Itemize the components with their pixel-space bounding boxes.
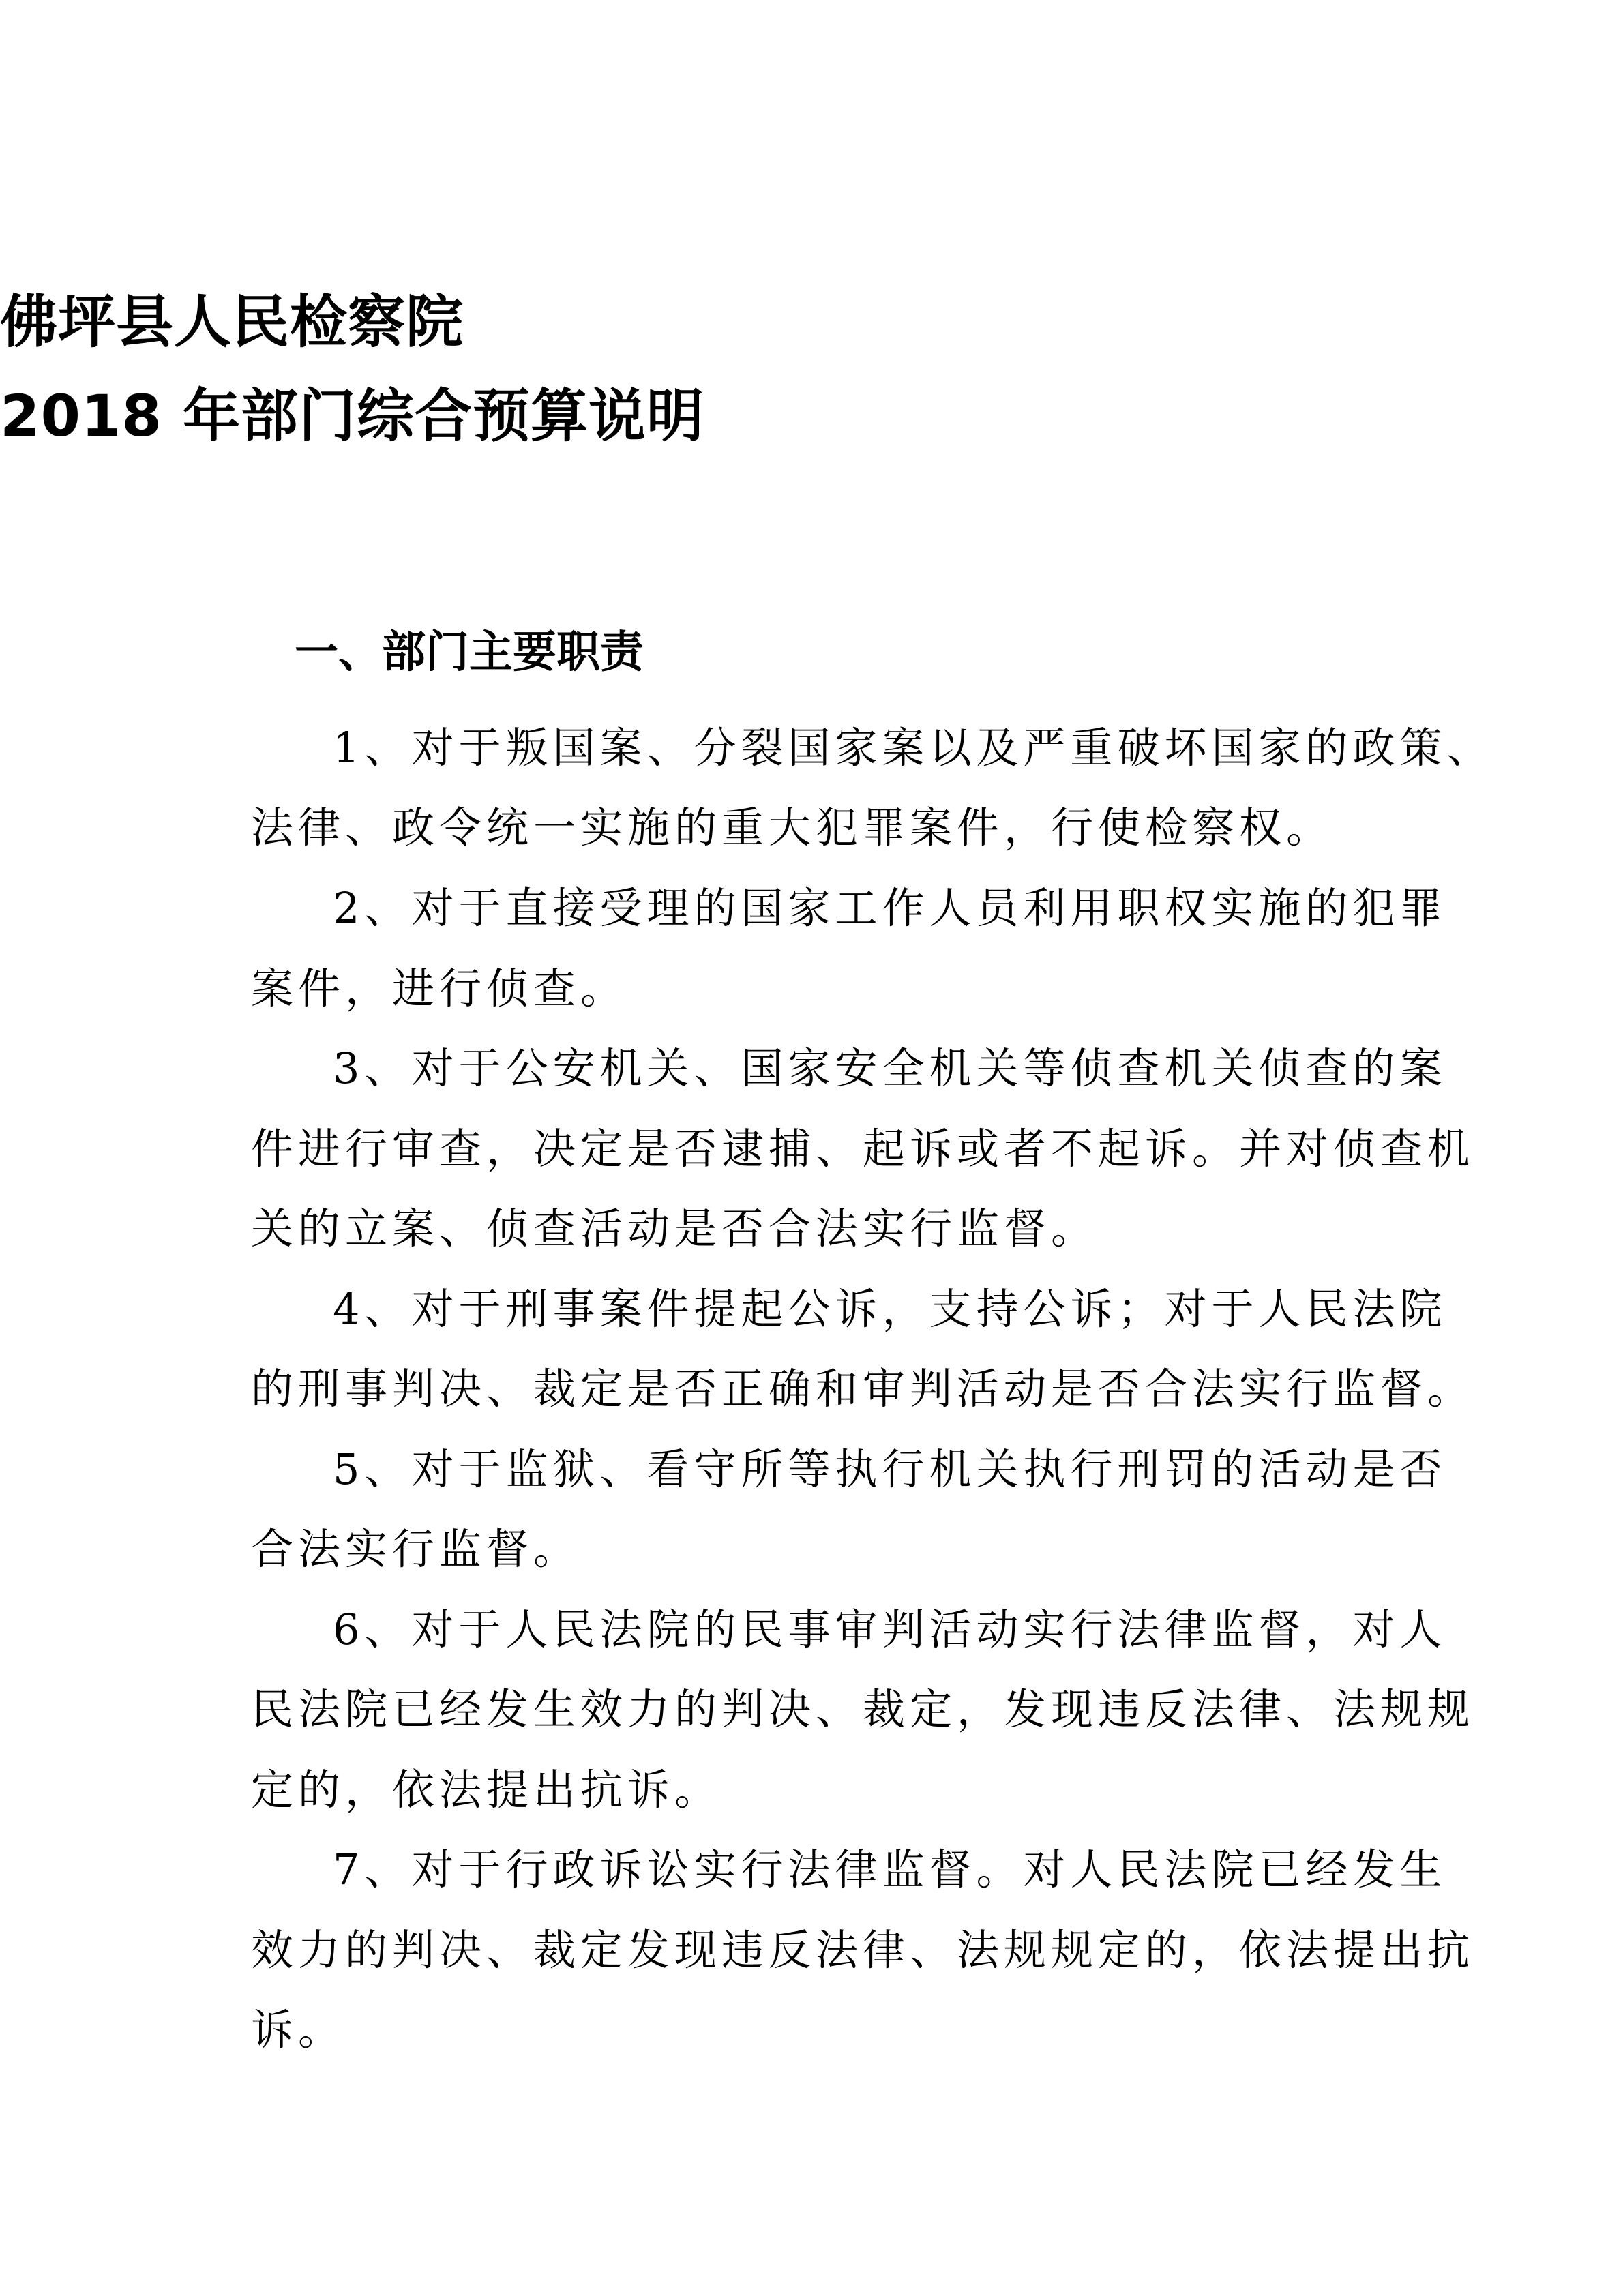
- paragraph-4-line-2: 的刑事判决、裁定是否正确和审判活动是否合法实行监督。: [251, 1364, 1475, 1414]
- paragraph-2-line-1: 2、对于直接受理的国家工作人员利用职权实施的犯罪: [333, 883, 1447, 933]
- paragraph-5-line-1: 5、对于监狱、看守所等执行机关执行刑罚的活动是否: [333, 1444, 1447, 1494]
- document-title-line-1: 佛坪县人民检察院: [0, 288, 464, 355]
- document-title-line-2: 2018 年部门综合预算说明: [0, 383, 705, 449]
- paragraph-3-line-3: 关的立案、侦查活动是否合法实行监督。: [251, 1204, 1099, 1253]
- paragraph-6-line-2: 民法院已经发生效力的判决、裁定，发现违反法律、法规规: [251, 1684, 1475, 1734]
- paragraph-7-line-1: 7、对于行政诉讼实行法律监督。对人民法院已经发生: [333, 1845, 1447, 1894]
- paragraph-5-line-2: 合法实行监督。: [251, 1524, 581, 1574]
- paragraph-1-line-2: 法律、政令统一实施的重大犯罪案件，行使检察权。: [251, 803, 1334, 852]
- paragraph-3-line-1: 3、对于公安机关、国家安全机关等侦查机关侦查的案: [333, 1043, 1447, 1093]
- paragraph-7-line-2: 效力的判决、裁定发现违反法律、法规规定的，依法提出抗: [251, 1925, 1475, 1975]
- paragraph-6-line-3: 定的，依法提出抗诉。: [251, 1765, 722, 1815]
- paragraph-4-line-1: 4、对于刑事案件提起公诉，支持公诉；对于人民法院: [333, 1284, 1447, 1334]
- paragraph-3-line-2: 件进行审查，决定是否逮捕、起诉或者不起诉。并对侦查机: [251, 1124, 1475, 1174]
- paragraph-2-line-2: 案件，进行侦查。: [251, 964, 628, 1013]
- paragraph-6-line-1: 6、对于人民法院的民事审判活动实行法律监督，对人: [333, 1605, 1447, 1654]
- paragraph-1-line-1: 1、对于叛国案、分裂国家案以及严重破坏国家的政策、: [333, 723, 1494, 773]
- paragraph-7-line-3: 诉。: [251, 2005, 346, 2055]
- section-heading: 一、部门主要职责: [295, 627, 644, 678]
